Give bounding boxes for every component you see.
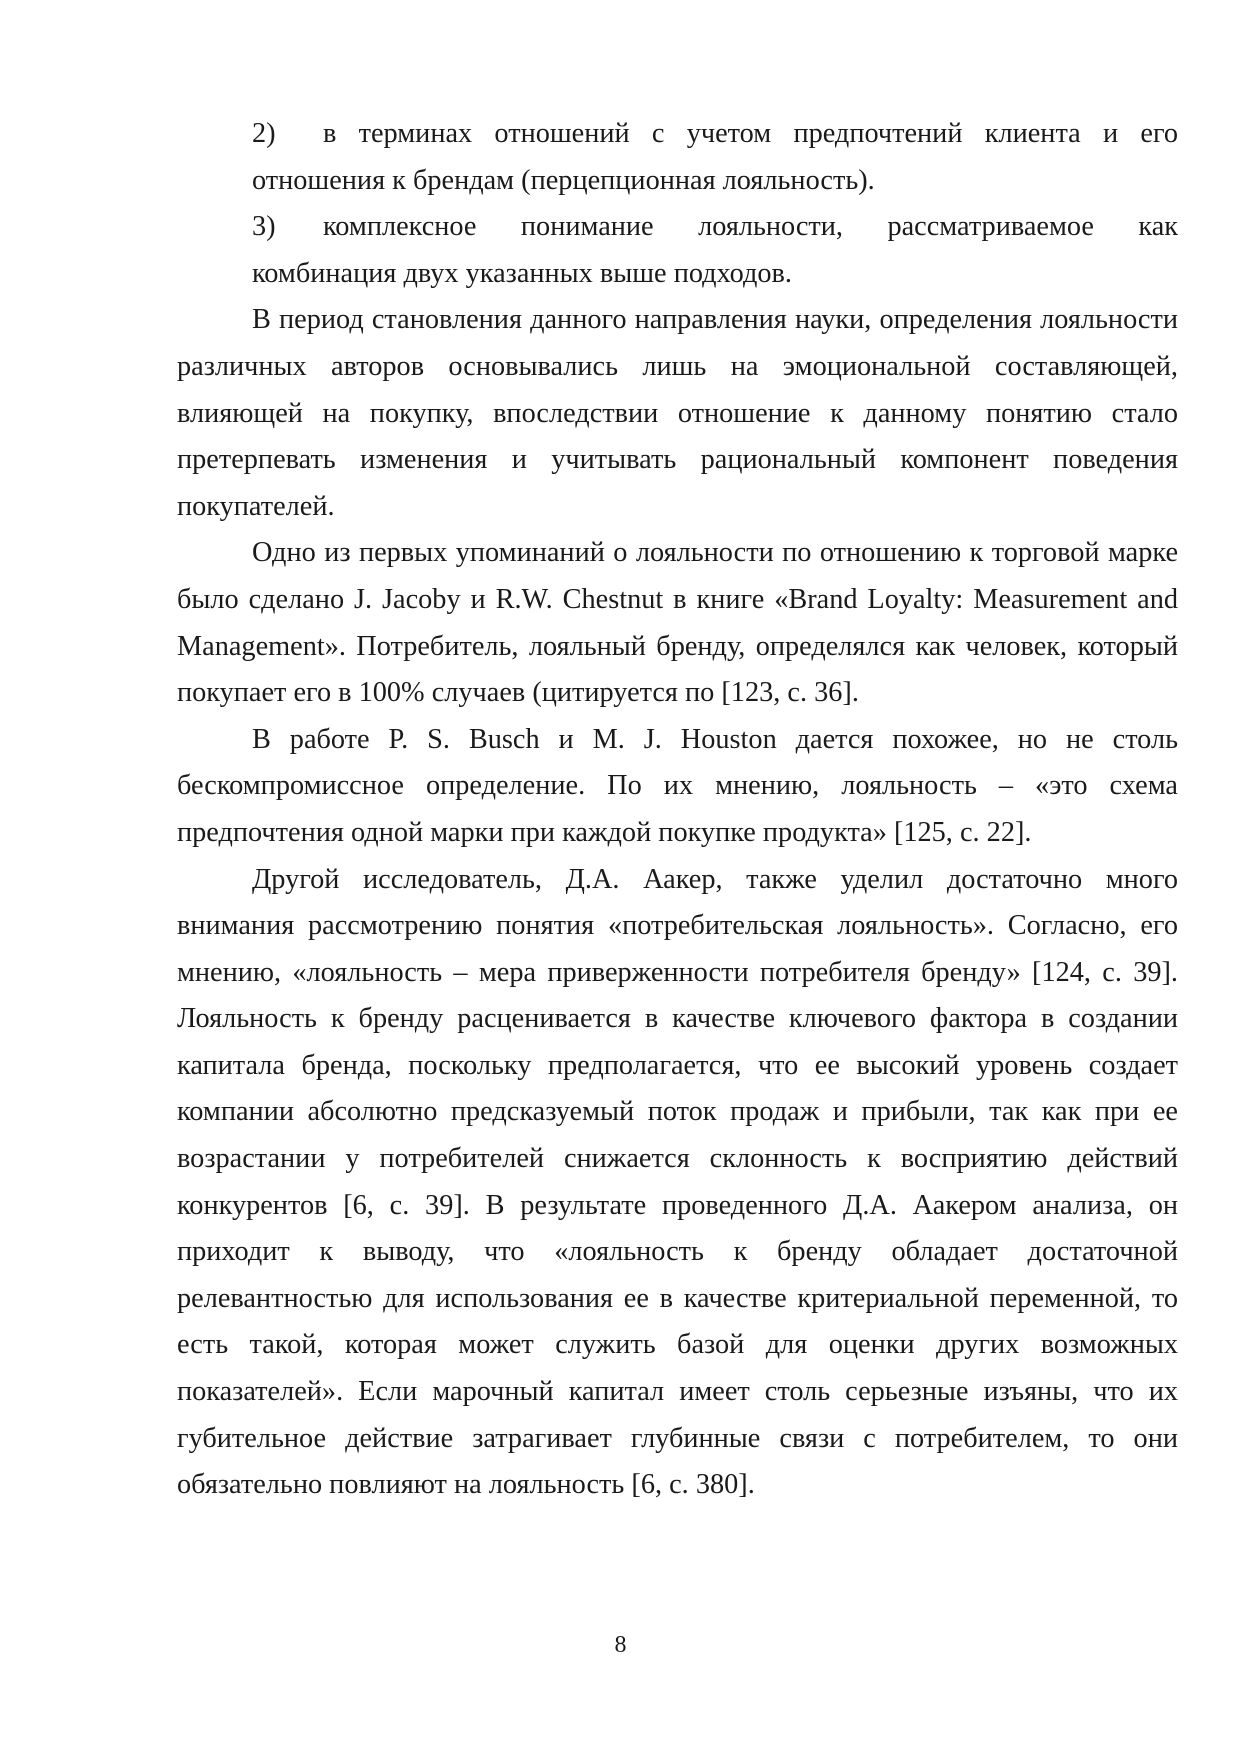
list-item [252, 111, 1178, 158]
list-first-line: комплексное понимание лояльности, рассматриваемое как [323, 211, 1178, 243]
list-number: 2) [252, 118, 276, 149]
list-first-line: в терминах отношений с учетом предпочтений клиента и его [323, 118, 1178, 149]
list-continuation: отношения к брендам (перцепционная лояльность). [252, 164, 875, 196]
list-item [252, 204, 1178, 251]
paragraph: В период становления данного направления науки, определения лояльности различных авторов основывались лишь на эмоциональной составляющей, влияющей на покупку, впоследствии отношение к данному понятию стало претерпевать изменения и учитывать рациональный компонент поведения покупателей. [177, 304, 1178, 522]
paragraph: Одно из первых упоминаний о лояльности по отношению к торговой марке было сделано J. Jacoby и R.W. Chestnut в книге «Brand Loyalty: Measurement and Management». Потребитель, лояльный бренду, определялся как человек, который покупает его в 100% случаев (цитируется по [123, с. 36]. [177, 537, 1178, 709]
page-number: 8 [614, 1632, 627, 1658]
paragraph: В работе P. S. Busch и M. J. Houston дается похожее, но не столь бескомпромиссное определение. По их мнению, лояльность – «это схема предпочтения одной марки при каждой покупке продукта» [125, с. 22]. [177, 723, 1178, 848]
list-continuation: комбинация двух указанных выше подходов. [252, 257, 792, 289]
paragraph: Другой исследователь, Д.А. Аакер, также уделил достаточно много внимания рассмотрению понятия «потребительская лояльность». Согласно, его мнению, «лояльность – мера приверженности потребителя бренду» [124, с. 39]. Лояльность к бренду расценивается в качестве ключевого фактора в создании капитала бренда, поскольку предполагается, что ее высокий уровень создает компании абсолютно предсказуемый поток продаж и прибыли, так как при ее возрастании у потребителей снижается склонность к восприятию действий конкурентов [6, с. 39]. В результате проведенного Д.А. Аакером анализа, он приходит к выводу, что «лояльность к бренду обладает достаточной релевантностью для использования ее в качестве критериальной переменной, то есть такой, которая может служить базой для оценки других возможных показателей». Если марочный капитал имеет столь серьезные изъяны, что их губительное действие затрагивает глубинные связи с потребителем, то они обязательно повлияют на лояльность [6, с. 380]. [177, 863, 1178, 1501]
list-number: 3) [252, 211, 276, 243]
page-content [177, 111, 1178, 1509]
